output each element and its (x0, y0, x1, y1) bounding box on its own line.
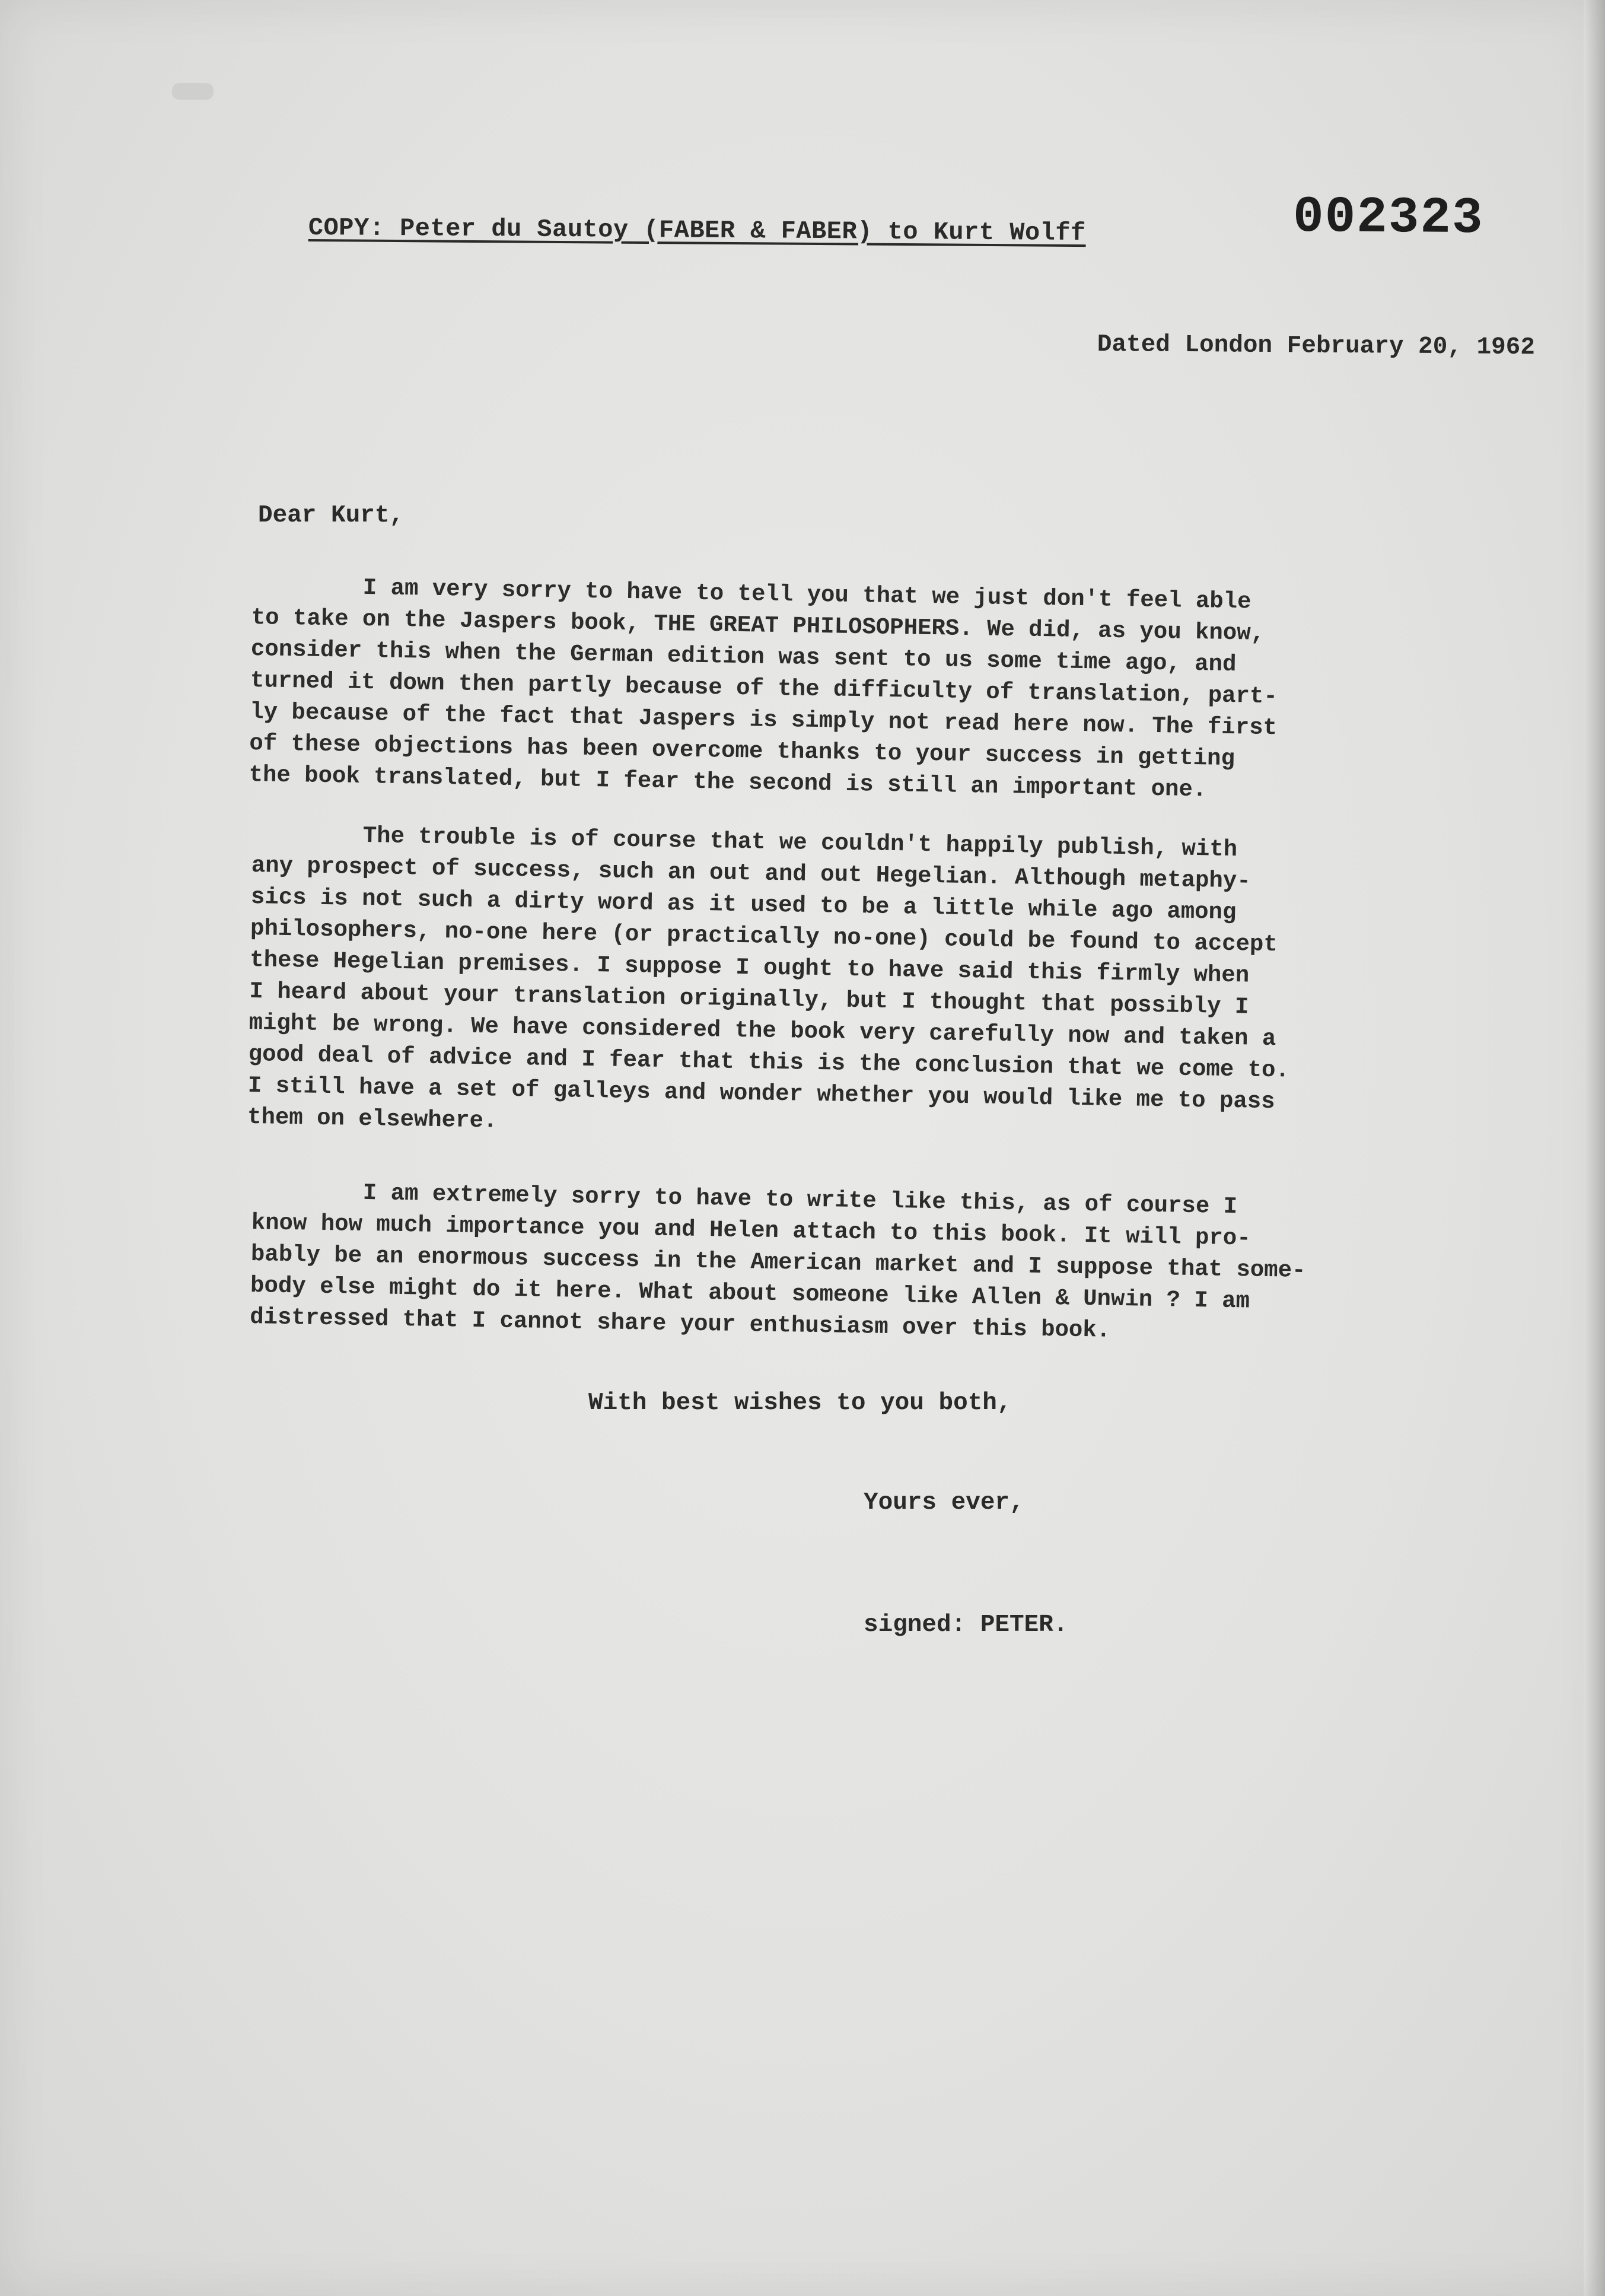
dateline: Dated London February 20, 1962 (1097, 331, 1536, 362)
scan-smudge (172, 83, 214, 100)
letter-heading: COPY: Peter du Sautoy (FABER & FABER) to Kurt Wolff (308, 214, 1086, 248)
page-edge (1584, 0, 1605, 2296)
closing-yours: Yours ever, (864, 1489, 1024, 1516)
document-number: 002323 (1292, 187, 1484, 248)
body-paragraph-2: The trouble is of course that we couldn't happily publish, with any prospect of success, such an out and out Hegelian. Although metaphy- sics is not such a dirty word as it used to be a little while ago among philosophers, no-one here (or practically no-one) could be found to accept these Hegelian premises. I suppose I ought to have said this firmly when I heard about your translation originally, but I thought that possibly I might be wrong. We have considered the book very carefully now and taken a good deal of advice and I fear that this is the conclusion that we come to. I still have a set of galleys and wonder whether you would like me to pass them on elsewhere. (247, 821, 1290, 1134)
body-paragraph-1: I am very sorry to have to tell you that we just don't feel able to take on the Jaspers book, THE GREAT PHILOSOPHERS. We did, as you know, consider this when the German edition was sent to us some time ago, and turned it down then partly because of the difficulty of translation, part- ly because of the fact that Jaspers is simply not read here now. The first of these objections has been overcome thanks to your success in getting the book translated, but I fear the second is still an important one. (249, 573, 1278, 803)
signature-line: signed: PETER. (864, 1611, 1068, 1639)
body-paragraph-3: I am extremely sorry to have to write like this, as of course I know how much importance you and Helen attach to this book. It will pro- bably be an enormous success in the American market and I suppose that some- body else might do it here. What about someone like Allen & Unwin ? I am distressed that I cannot share your enthusiasm over this book. (249, 1178, 1306, 1344)
salutation: Dear Kurt, (258, 502, 405, 529)
closing-wishes: With best wishes to you both, (588, 1389, 1012, 1417)
